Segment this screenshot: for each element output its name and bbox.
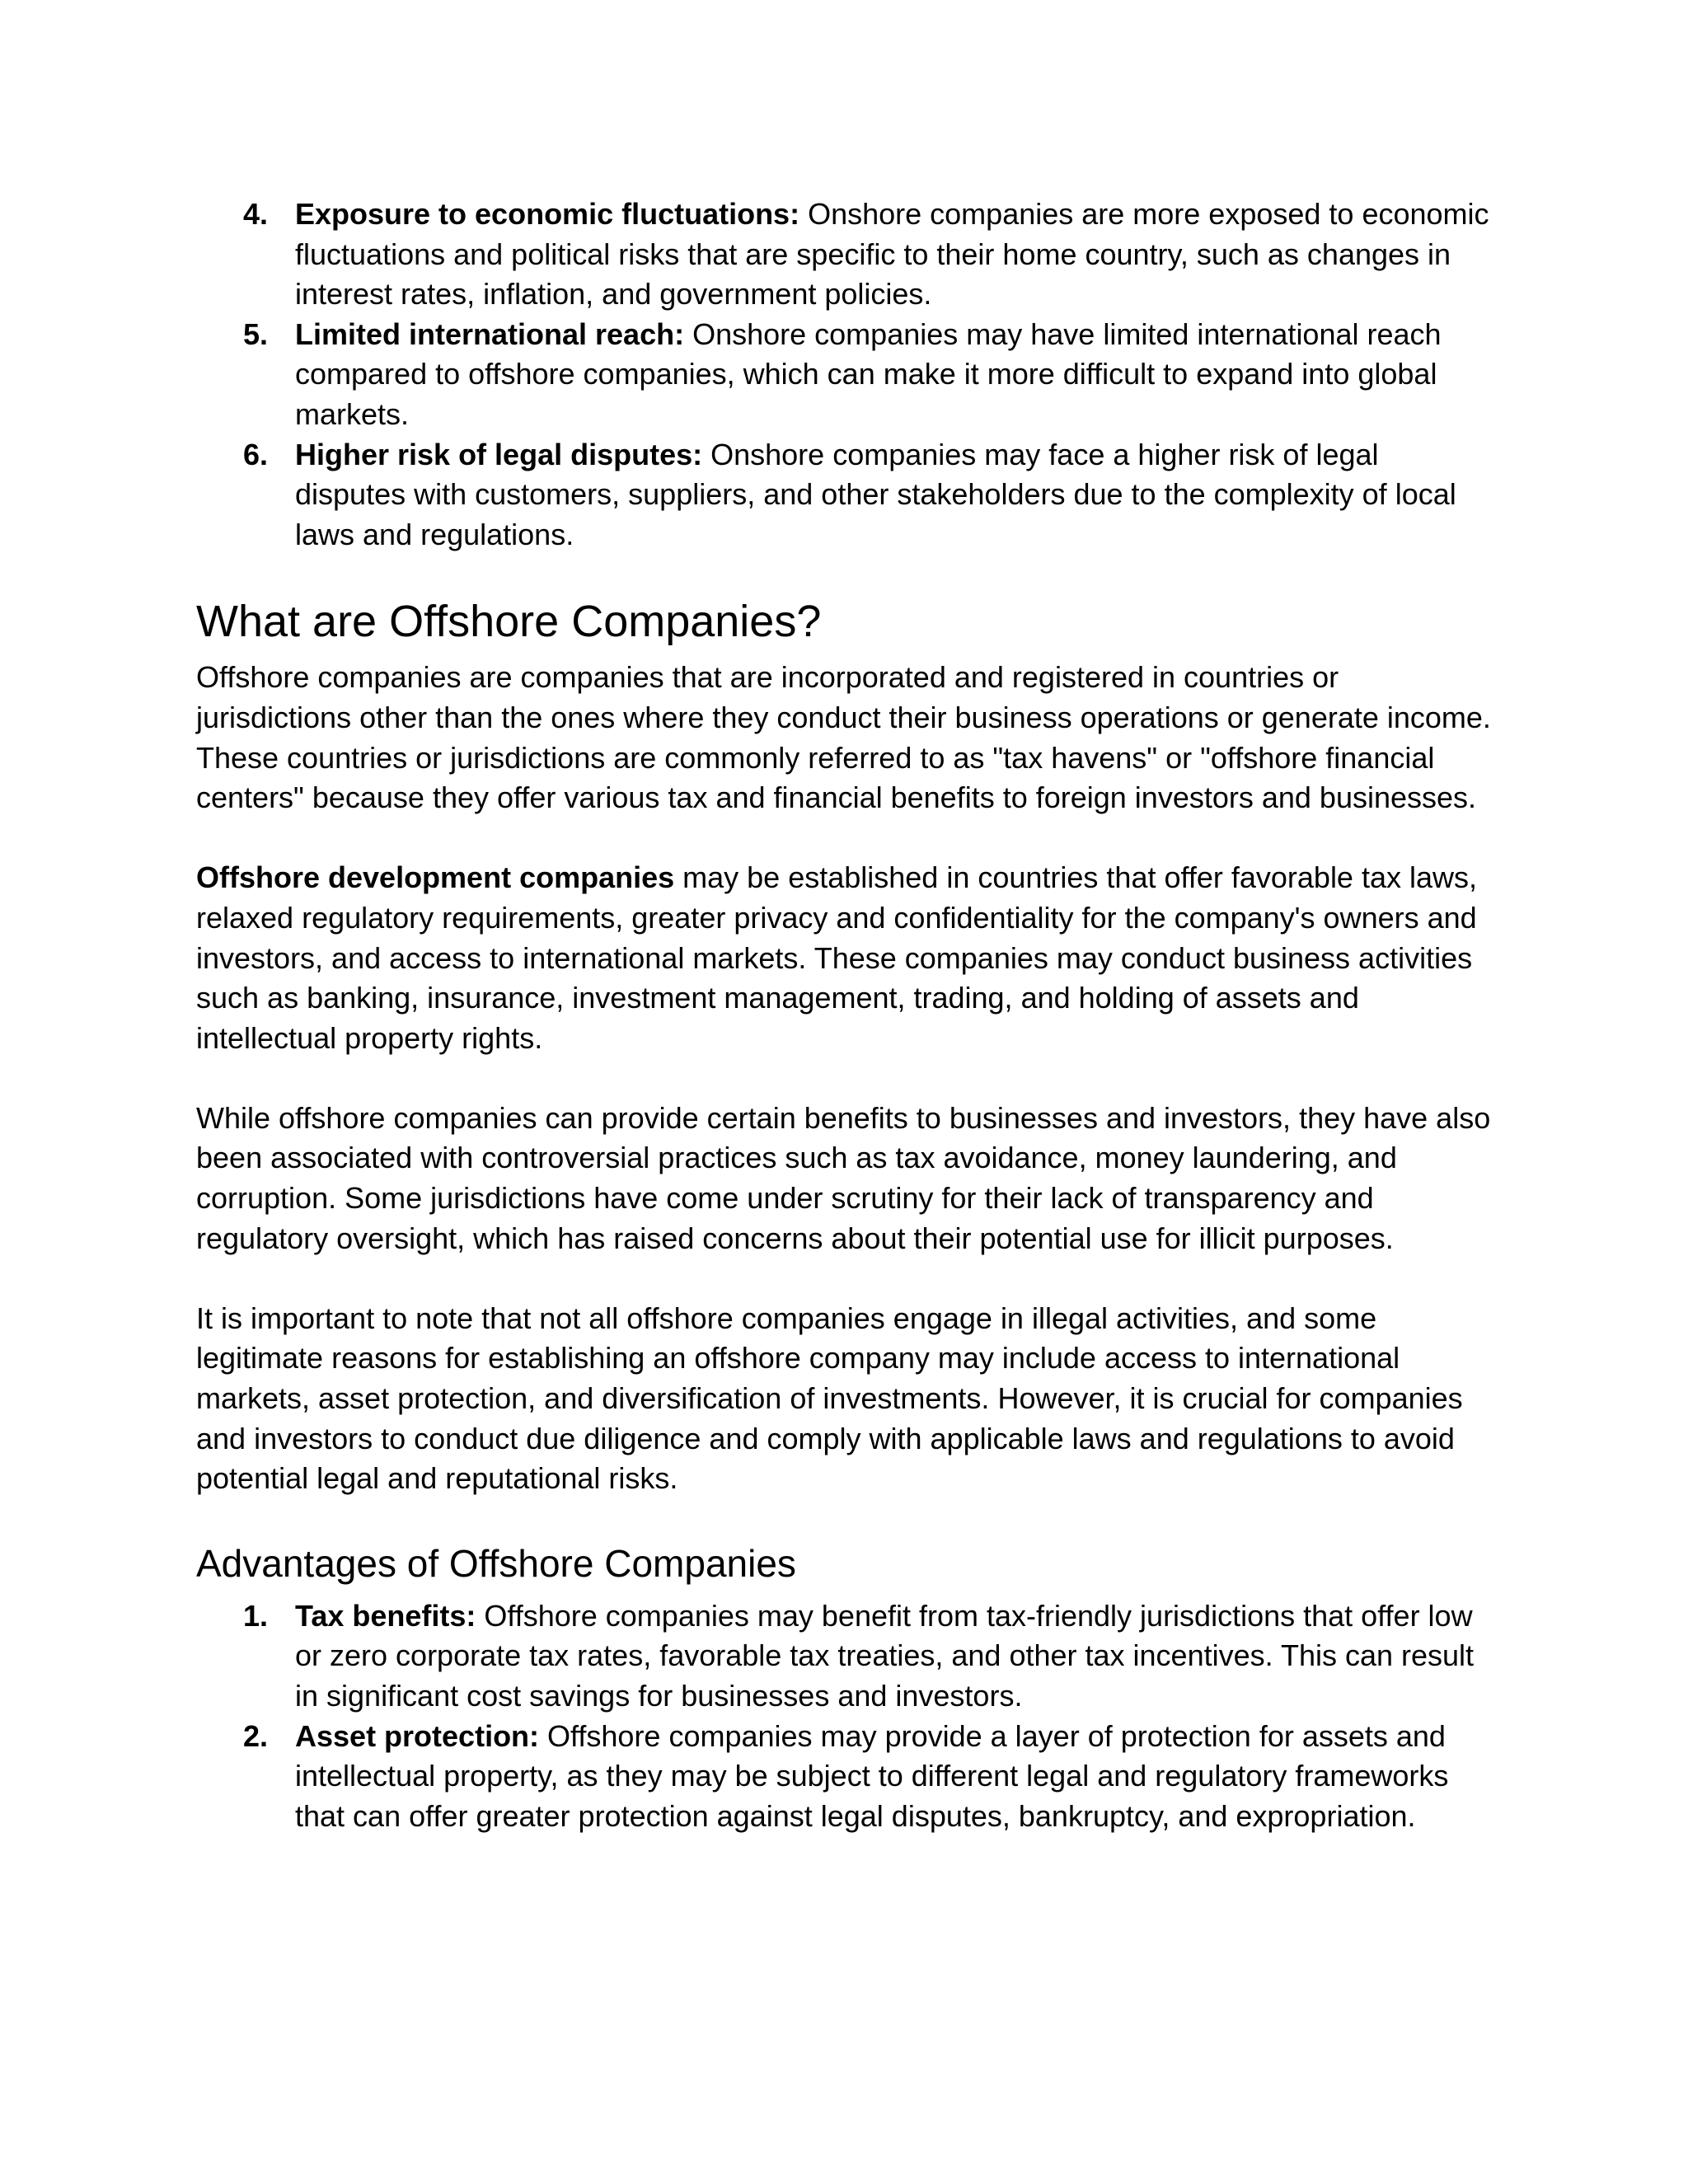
list-item-term: Tax benefits:: [295, 1598, 476, 1633]
paragraph-controversy: While offshore companies can provide certain benefits to businesses and investors, they have also been associated with controversial practices such as tax avoidance, money laundering, and corruption. Some jurisdictions have come under scrutiny for their lack of transparency and regulatory oversight, which has raised concerns about their potential use for illicit purposes.: [196, 1100, 1491, 1255]
list-item-term: Higher risk of legal disputes:: [295, 437, 703, 471]
list-item: [196, 1717, 1492, 1837]
list-item-number: 5.: [243, 316, 269, 351]
list-item-term: Asset protection:: [295, 1718, 540, 1753]
list-item-number: 1.: [243, 1598, 269, 1633]
paragraph-bold-lead: Offshore development companies: [196, 860, 675, 895]
list-item: [196, 315, 1492, 435]
document-page: [196, 194, 1492, 1836]
paragraph-text: may be established in countries that offer favorable tax laws, relaxed regulatory requirements, greater privacy and confidentiality for the company's owners and investors, and access to international markets. These companies may conduct business activities such as banking, insurance, investment management, trading, and holding of assets and intellectual property rights.: [196, 860, 1478, 1055]
list-item-text: Offshore companies may provide a layer of protection for assets and intellectual property, as they may be subject to different legal and regulatory frameworks that can offer greater protection against legal disputes, bankruptcy, and expropriation.: [295, 1718, 1449, 1833]
list-item-number: 6.: [243, 437, 269, 471]
advantages-list: [196, 1596, 1492, 1837]
section-heading-advantages: Advantages of Offshore Companies: [196, 1541, 796, 1585]
list-item-term: Exposure to economic fluctuations:: [295, 197, 800, 231]
paragraph-development-companies: [196, 858, 1492, 1058]
list-item: [196, 194, 1492, 315]
list-item-number: 4.: [243, 197, 269, 231]
list-item-number: 2.: [243, 1718, 269, 1753]
paragraph-due-diligence: It is important to note that not all offshore companies engage in illegal activities, and some legitimate reasons for establishing an offshore company may include access to international markets, asset protection, and diversification of investments. However, it is crucial for companies and investors to conduct due diligence and comply with applicable laws and regulations to avoid potential legal and reputational risks.: [196, 1301, 1463, 1496]
section-heading-offshore: What are Offshore Companies?: [196, 597, 822, 647]
list-item-text: Onshore companies may have limited international reach compared to offshore companies, which can make it more difficult to expand into global markets.: [295, 316, 1442, 431]
list-item: [196, 1596, 1492, 1717]
list-item-text: Onshore companies are more exposed to economic fluctuations and political risks that are specific to their home country, such as changes in interest rates, inflation, and government policies.: [295, 197, 1489, 312]
list-item-text: Onshore companies may face a higher risk of legal disputes with customers, suppliers, and other stakeholders due to the complexity of local laws and regulations.: [295, 437, 1456, 551]
list-item-term: Limited international reach:: [295, 316, 685, 351]
paragraph-definition: Offshore companies are companies that are incorporated and registered in countries or jurisdictions other than the ones where they conduct their business operations or generate income. These countries or jurisdictions are commonly referred to as "tax havens" or "offshore financial centers" because they offer various tax and financial benefits to foreign investors and businesses.: [196, 660, 1491, 815]
list-item-text: Offshore companies may benefit from tax-friendly jurisdictions that offer low or zero corporate tax rates, favorable tax treaties, and other tax incentives. This can result in significant cost savings for businesses and investors.: [295, 1598, 1475, 1713]
list-item: [196, 435, 1492, 555]
disadvantages-list-continued: [196, 194, 1492, 555]
